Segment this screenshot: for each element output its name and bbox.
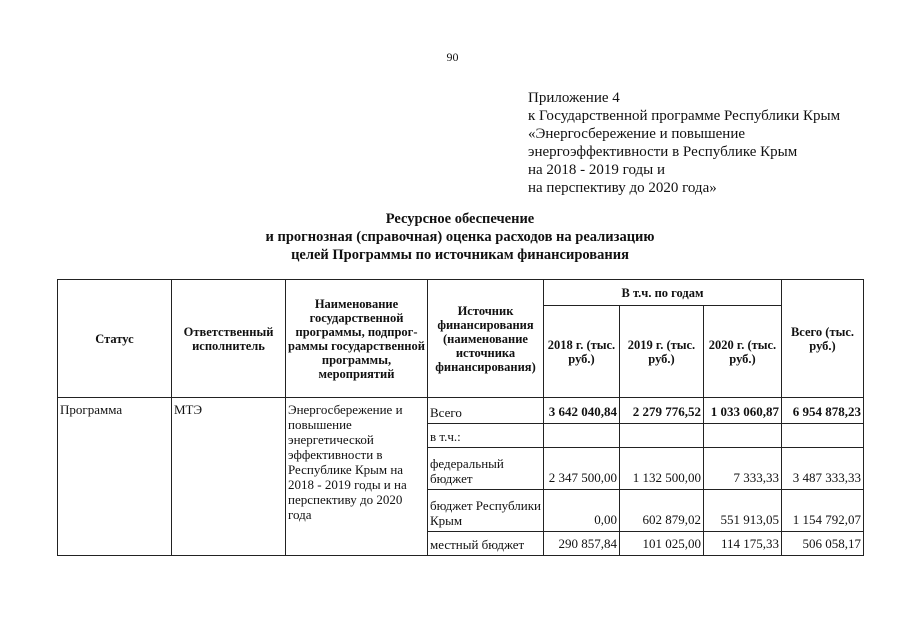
value-total: 1 154 792,07 — [782, 490, 864, 532]
header-program-name: Наименование государственной программы, подпрог-раммы государственной программы, мероприятий — [286, 280, 428, 398]
value-2020: 7 333,33 — [704, 448, 782, 490]
value-total: 6 954 878,23 — [782, 398, 864, 424]
program-name-cell: Энергосбережение и повышение энергетической эффективности в Республике Крым на 2018 - 2019 годы и на перспективу до 2020 года — [286, 398, 428, 556]
source-cell: бюджет Республики Крым — [428, 490, 544, 532]
header-by-years: В т.ч. по годам — [544, 280, 782, 306]
appendix-note — [528, 89, 840, 197]
value-2018 — [544, 424, 620, 448]
header-2019: 2019 г. (тыс. руб.) — [620, 306, 704, 398]
title-line: и прогнозная (справочная) оценка расходов на реализацию — [265, 229, 655, 245]
table-row — [58, 398, 864, 424]
appendix-line: на перспективу до 2020 года» — [528, 180, 717, 196]
header-total: Всего (тыс. руб.) — [782, 280, 864, 398]
appendix-line: Приложение 4 — [528, 90, 620, 106]
value-2018: 290 857,84 — [544, 532, 620, 556]
value-2019: 2 279 776,52 — [620, 398, 704, 424]
value-2019: 602 879,02 — [620, 490, 704, 532]
appendix-line: на 2018 - 2019 годы и — [528, 162, 666, 178]
value-2018: 3 642 040,84 — [544, 398, 620, 424]
header-row — [58, 280, 864, 306]
header-status: Статус — [58, 280, 172, 398]
value-2020: 1 033 060,87 — [704, 398, 782, 424]
executor-cell: МТЭ — [172, 398, 286, 556]
resource-table — [57, 279, 864, 556]
value-2019: 1 132 500,00 — [620, 448, 704, 490]
value-2018: 0,00 — [544, 490, 620, 532]
value-2018: 2 347 500,00 — [544, 448, 620, 490]
header-2020: 2020 г. (тыс. руб.) — [704, 306, 782, 398]
value-2019: 101 025,00 — [620, 532, 704, 556]
value-2019 — [620, 424, 704, 448]
page-number: 90 — [446, 50, 459, 64]
source-cell: Всего — [428, 398, 544, 424]
source-cell: в т.ч.: — [428, 424, 544, 448]
value-total — [782, 424, 864, 448]
source-cell: федеральный бюджет — [428, 448, 544, 490]
status-cell: Программа — [58, 398, 172, 556]
value-total: 506 058,17 — [782, 532, 864, 556]
value-2020: 114 175,33 — [704, 532, 782, 556]
appendix-line: энергоэффективности в Республике Крым — [528, 144, 798, 160]
title-line: Ресурсное обеспечение — [385, 211, 535, 227]
document-title — [0, 210, 905, 264]
header-2018: 2018 г. (тыс. руб.) — [544, 306, 620, 398]
source-cell: местный бюджет — [428, 532, 544, 556]
value-2020 — [704, 424, 782, 448]
appendix-line: «Энергосбережение и повышение — [528, 126, 746, 142]
appendix-line: к Государственной программе Республики Крым — [528, 108, 841, 124]
header-executor: Ответственный исполнитель — [172, 280, 286, 398]
title-line: целей Программы по источникам финансирования — [291, 247, 629, 263]
header-source: Источник финансирования (наименование источника финансирования) — [428, 280, 544, 398]
value-2020: 551 913,05 — [704, 490, 782, 532]
value-total: 3 487 333,33 — [782, 448, 864, 490]
